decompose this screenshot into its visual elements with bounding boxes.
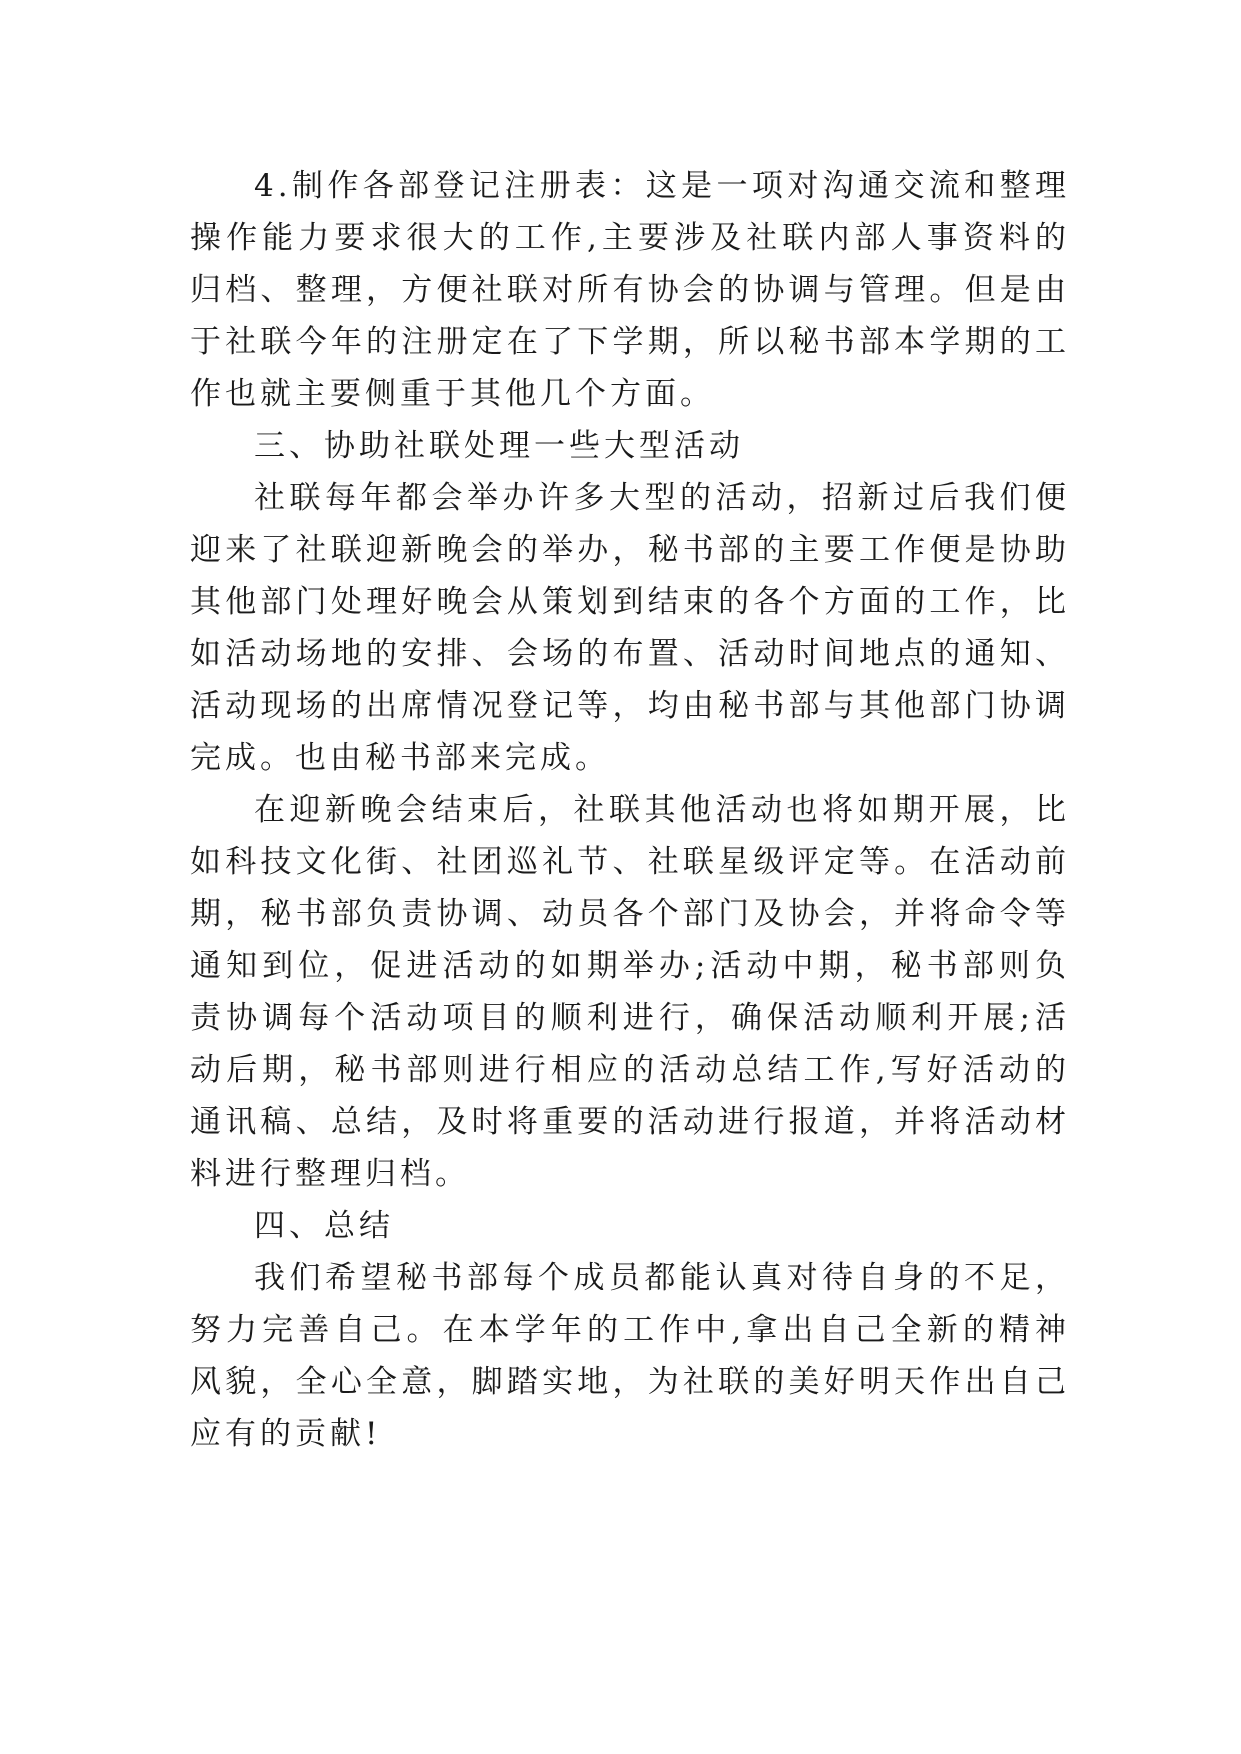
paragraph-registration-form: 4.制作各部登记注册表：这是一项对沟通交流和整理操作能力要求很大的工作,主要涉及社联内部人事资料的归档、整理，方便社联对所有协会的协调与管理。但是由于社联今年的注册定在了下学期，所以秘书部本学期的工作也就主要侧重于其他几个方面。: [190, 168, 1070, 412]
paragraph-welcome-party: 社联每年都会举办许多大型的活动，招新过后我们便迎来了社联迎新晚会的举办，秘书部的主要工作便是协助其他部门处理好晚会从策划到结束的各个方面的工作，比如活动场地的安排、会场的布置、活动时间地点的通知、活动现场的出席情况登记等，均由秘书部与其他部门协调完成。也由秘书部来完成。: [190, 480, 1070, 776]
paragraph-other-activities: 在迎新晚会结束后，社联其他活动也将如期开展，比如科技文化街、社团巡礼节、社联星级评定等。在活动前期，秘书部负责协调、动员各个部门及协会，并将命令等通知到位，促进活动的如期举办;活动中期，秘书部则负责协调每个活动项目的顺利进行，确保活动顺利开展;活动后期，秘书部则进行相应的活动总结工作,写好活动的通讯稿、总结，及时将重要的活动进行报道，并将活动材料进行整理归档。: [190, 792, 1070, 1192]
section-heading-4: 四、总结: [254, 1208, 394, 1244]
paragraph-summary: 我们希望秘书部每个成员都能认真对待自身的不足，努力完善自己。在本学年的工作中,拿出自己全新的精神风貌，全心全意，脚踏实地，为社联的美好明天作出自己应有的贡献!: [190, 1260, 1070, 1452]
document-body: [190, 160, 1070, 1460]
section-heading-3: 三、协助社联处理一些大型活动: [254, 428, 744, 464]
